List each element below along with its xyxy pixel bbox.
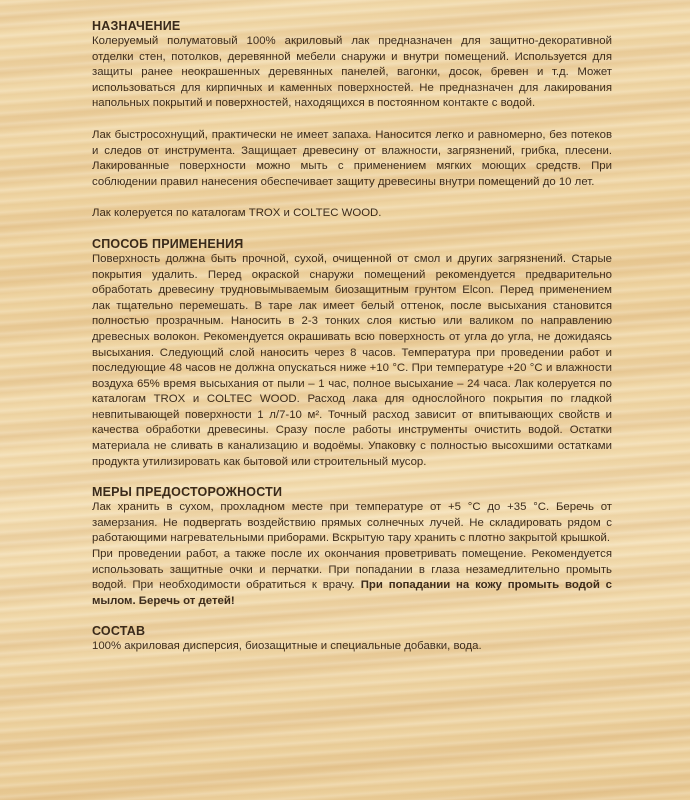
composition-paragraph-1: 100% акриловая дисперсия, биозащитные и специальные добавки, вода. (92, 640, 482, 653)
purpose-paragraph-2: Лак быстросохнущий, практически не имеет запаха. Наносится легко и равномерно, без потеков и следов от инструмента. Защищает древесину от влажности, загрязнений, грибка, плесени. Лакированные поверхности можно мыть с применением мягких моющих средств. При соблюдении правил нанесения обеспечивает защиту древесины внутри помещений до 10 лет. (92, 128, 612, 188)
purpose-paragraph-3: Лак колеруется по каталогам TROX и COLTEC WOOD. (92, 207, 382, 220)
precautions-paragraph-2-text: При проведении работ, а также после их окончания проветривать помещение. Рекомендуется использовать защитные очки и перчатки. При попадании в глаза незамедлительно промыть водой. При необходимости обратиться к врачу. (92, 548, 612, 592)
section-title-purpose: НАЗНАЧЕНИЕ (92, 19, 181, 33)
section-title-method: СПОСОБ ПРИМЕНЕНИЯ (92, 236, 244, 251)
section-title-composition: СОСТАВ (92, 624, 146, 639)
section-title-precautions: МЕРЫ ПРЕДОСТОРОЖНОСТИ (92, 485, 283, 500)
precautions-warning-bold: При попадании на кожу промыть водой с мылом. Беречь от детей! (92, 579, 612, 607)
precautions-paragraph-1: Лак хранить в сухом, прохладном месте при температуре от +5 °С до +35 °С. Беречь от замерзания. Не подвергать воздействию прямых солнечных лучей. Не складировать рядом с работающими нагревательными приборами. Вскрытую тару хранить с плотно закрытой крышкой. (92, 501, 612, 545)
method-paragraph-1: Поверхность должна быть прочной, сухой, очищенной от смол и других загрязнений. Старые покрытия удалить. Перед окраской снаружи помещений рекомендуется предварительно обработать древесину трудновымываемым биозащитным грунтом Elcon. Перед применением лак тщательно перемешать. В таре лак имеет белый оттенок, после высыхания становится полностью прозрачным. Наносить в 2-3 тонких слоя кистью или валиком по направлению древесных волокон. Рекомендуется окрашивать всю поверхность от угла до угла, не дожидаясь высыхания. Следующий слой наносить через 8 часов. Температура при проведении работ и последующие 48 часов не должна опускаться ниже +10 °С. При температуре +20 °С и влажности воздуха 65% время высыхания от пыли – 1 час, полное высыхание – 24 часа. Лак колеруется по каталогам TROX и COLTEC WOOD. Расход лака для однослойного покрытия по гладкой невпитывающей поверхности 1 л/7-10 м². Точный расход зависит от впитывающих свойств и качества обработки древесины. Сразу после работы инструменты очистить водой. Остатки материала не сливать в канализацию и водоёмы. Упаковку с полностью высохшими остатками продукта утилизировать как бытовой или строительный мусор. (92, 252, 612, 468)
precautions-paragraph-2 (92, 547, 612, 609)
purpose-paragraph-1: Колеруемый полуматовый 100% акриловый лак предназначен для защитно-декоративной отделки стен, потолков, деревянной мебели снаружи и внутри помещений. Используется для защиты ранее неокрашенных деревянных панелей, вагонки, досок, бревен и т.д. Может использоваться для кирпичных и каменных поверхностей. Не предназначен для лакирования напольных покрытий и поверхностей, находящихся в постоянном контакте с водой. (92, 35, 612, 110)
document-body (92, 18, 612, 655)
